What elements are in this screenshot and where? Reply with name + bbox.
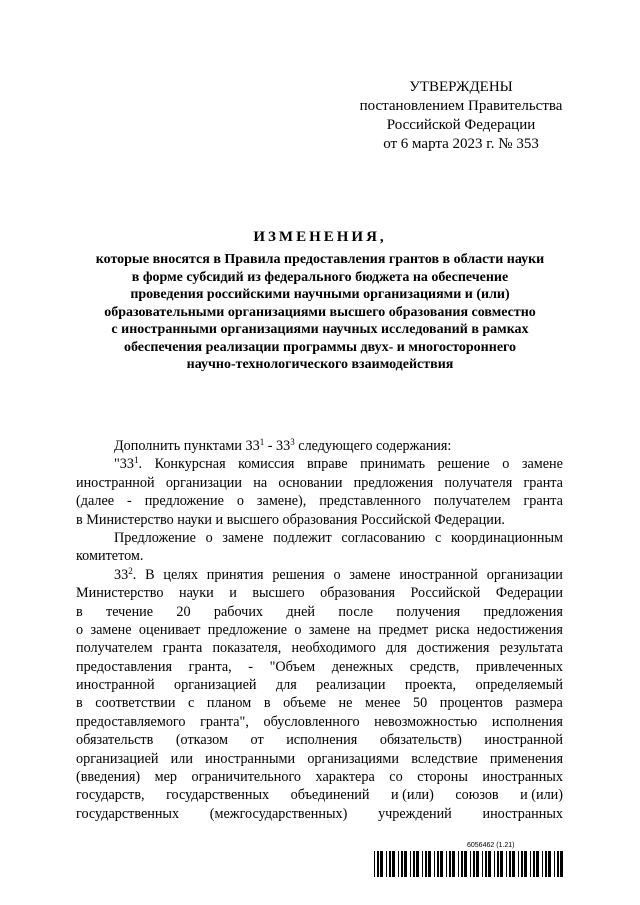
- approval-line-2: Российской Федерации: [386, 117, 536, 133]
- word: союзов: [455, 787, 499, 804]
- word: организациями: [307, 750, 399, 767]
- paragraph-33-2-line: [76, 658, 563, 676]
- word: обязательств: [76, 732, 154, 749]
- word: предложение: [144, 493, 224, 510]
- word: необходимого: [291, 640, 376, 657]
- word: течение: [106, 603, 154, 620]
- word: и (или): [390, 787, 434, 804]
- paragraph-33-2-line: [76, 694, 563, 712]
- word: замене: [308, 621, 350, 638]
- word: риска: [435, 621, 470, 638]
- text-span: "33: [114, 456, 134, 473]
- word: высшего: [252, 585, 305, 602]
- word: средств,: [409, 658, 460, 675]
- word: иностранных: [482, 805, 563, 822]
- word: замене),: [256, 493, 307, 510]
- word: науки: [178, 585, 214, 602]
- word: с: [188, 695, 195, 712]
- word: и (или): [520, 787, 563, 804]
- word: принимать: [360, 456, 426, 473]
- word: целях: [163, 566, 198, 583]
- word: -: [248, 658, 254, 675]
- word: замене: [521, 456, 563, 473]
- point-number: [114, 566, 136, 584]
- subtitle-line: научно-технологического взаимодействия: [186, 357, 454, 372]
- word: обусловленного: [263, 713, 360, 730]
- paragraph-33-2-line: [76, 603, 563, 621]
- word: о: [502, 456, 510, 473]
- word: или: [170, 750, 193, 767]
- word: получения: [396, 603, 461, 620]
- paragraph-33-1-line: [76, 492, 563, 510]
- word: проекта,: [404, 677, 457, 694]
- word: с: [434, 529, 442, 546]
- word: иностранной: [399, 566, 478, 583]
- word: государственных: [76, 805, 180, 822]
- word: предложения: [353, 474, 434, 491]
- word: -: [127, 493, 132, 510]
- word: получателем: [76, 640, 153, 657]
- word: получателя: [444, 474, 513, 491]
- word: показателя,: [212, 640, 282, 657]
- text-span: .: [132, 566, 137, 583]
- word: от: [250, 732, 264, 749]
- word: государственных: [166, 787, 270, 804]
- word: согласованию: [341, 529, 426, 546]
- word: иностранной: [76, 677, 155, 694]
- word: иностранной: [484, 732, 563, 749]
- word: соответствии: [95, 695, 176, 712]
- word: привлеченных: [475, 658, 563, 675]
- text-span: - 33: [264, 438, 291, 454]
- word: определяемый: [475, 677, 563, 694]
- word: в: [76, 603, 83, 620]
- paragraph-33-1-line: [76, 455, 563, 473]
- word: размера: [515, 695, 563, 712]
- word: предмет: [378, 621, 429, 638]
- paragraph-33-2-line: [76, 768, 563, 786]
- word: замене: [349, 566, 391, 583]
- word: Предложение: [114, 529, 196, 546]
- word: после: [338, 603, 374, 620]
- approval-line-1: постановлением Правительства: [359, 98, 563, 114]
- word: невозможностью: [374, 713, 478, 730]
- word: организации: [486, 566, 563, 583]
- paragraph-33-2-line: [76, 566, 563, 584]
- word: стороны: [417, 769, 468, 786]
- word: менее: [364, 695, 401, 712]
- word: о: [333, 566, 341, 583]
- word: результата: [499, 640, 563, 657]
- word: гранта: [523, 493, 563, 510]
- word: образования: [320, 585, 395, 602]
- word: В: [145, 566, 155, 583]
- point-number: [114, 455, 142, 473]
- word: предложения: [483, 603, 563, 620]
- word: учреждений: [378, 805, 452, 822]
- paragraph-33-2-line: [76, 731, 563, 749]
- word: подлежит: [273, 529, 332, 546]
- superscript: 2: [128, 565, 133, 576]
- word: предложение: [207, 621, 288, 638]
- paragraph-33-1-line: в Министерство науки и высшего образования Российской Федерации.: [76, 511, 505, 528]
- subtitle-line: обеспечения реализации программы двух- и многостороннего: [123, 339, 517, 355]
- word: Российской: [410, 585, 481, 602]
- word: замене: [90, 621, 132, 638]
- approval-title: УТВЕРЖДЕНЫ: [409, 79, 513, 95]
- word: замене: [222, 529, 264, 546]
- word: для: [275, 677, 297, 694]
- word: планом: [206, 695, 252, 712]
- word: основании: [278, 474, 343, 491]
- text-span: следующего содержания:: [294, 438, 452, 454]
- text-span: 33: [114, 566, 129, 583]
- word: на: [253, 474, 268, 491]
- barcode-icon: [374, 851, 564, 877]
- paragraph-proposal-line: комитетом.: [76, 548, 144, 565]
- subtitle-line: образовательными организациями высшего образования совместно: [104, 304, 536, 320]
- word: характера: [315, 769, 375, 786]
- word: гранта",: [200, 713, 249, 730]
- word: координационным: [451, 529, 563, 546]
- word: и: [229, 585, 237, 602]
- word: вправе: [306, 456, 348, 473]
- word: для: [386, 640, 407, 657]
- word: Федерации: [495, 585, 563, 602]
- paragraph-33-2-line: [76, 621, 563, 639]
- word: гранта: [162, 640, 203, 657]
- paragraph-33-2-line: [76, 676, 563, 694]
- word: (межгосударственных): [209, 805, 348, 822]
- word: мер: [154, 769, 177, 786]
- word: 20: [176, 603, 191, 620]
- document-title: ИЗМЕНЕНИЯ,: [253, 229, 387, 245]
- barcode-number: 6056462 (1.21): [467, 842, 515, 849]
- word: предоставления: [76, 658, 173, 675]
- word: (введения): [76, 769, 141, 786]
- word: достижения: [417, 640, 490, 657]
- subtitle-line: с иностранными организациями научных исследований в рамках: [111, 322, 529, 337]
- word: представленного: [319, 493, 421, 510]
- word: обязательств): [379, 732, 462, 749]
- word: (далее: [76, 493, 115, 510]
- word: организацией: [76, 750, 159, 767]
- word: предоставляемого: [76, 713, 186, 730]
- superscript: 1: [259, 437, 265, 447]
- superscript: 1: [133, 455, 139, 466]
- word: вследствие: [411, 750, 478, 767]
- paragraph-33-2-line: [76, 639, 563, 657]
- word: на: [357, 621, 372, 638]
- word: Министерство: [76, 585, 164, 602]
- document-body: [76, 437, 563, 823]
- approval-line-3: от 6 марта 2023 г. № 353: [383, 136, 539, 152]
- paragraph-33-2-line: [76, 786, 563, 804]
- word: о: [76, 621, 84, 638]
- word: гранта: [523, 474, 563, 491]
- word: организации: [165, 474, 242, 491]
- word: исполнения: [286, 732, 358, 749]
- word: объеме: [283, 695, 326, 712]
- word: процентов: [439, 695, 503, 712]
- subtitle-line: проведения российскими научными организациями и (или): [130, 287, 510, 302]
- word: недостижения: [476, 621, 563, 638]
- paragraph-33-2-line: [76, 713, 563, 731]
- word: иностранными: [205, 750, 296, 767]
- superscript: 3: [290, 437, 295, 447]
- word: комиссия: [238, 456, 295, 473]
- word: рабочих: [213, 603, 264, 620]
- word: организацией: [174, 677, 257, 694]
- word: решение: [437, 456, 490, 473]
- text-span: Дополнить пунктами 33: [114, 438, 260, 454]
- word: о: [236, 493, 244, 510]
- word: "Объем: [269, 658, 316, 675]
- word: (отказом: [175, 732, 228, 749]
- word: о: [294, 621, 302, 638]
- word: принятия: [206, 566, 264, 583]
- word: в: [76, 695, 83, 712]
- paragraph-intro: [76, 437, 563, 455]
- word: исполнения: [491, 713, 563, 730]
- paragraph-33-2-line: [76, 584, 563, 602]
- word: применения: [489, 750, 563, 767]
- word: реализации: [316, 677, 386, 694]
- word: иностранной: [76, 474, 155, 491]
- subtitle-line: в форме субсидий из федерального бюджета на обеспечение: [131, 269, 509, 285]
- word: получателем: [433, 493, 511, 510]
- word: гранта,: [188, 658, 232, 675]
- word: ограничительного: [191, 769, 302, 786]
- word: 50: [413, 695, 428, 712]
- paragraph-proposal-line: [76, 529, 563, 547]
- paragraph-33-2-line: [76, 750, 563, 768]
- word: в: [263, 695, 271, 712]
- subtitle-line: которые вносятся в Правила предоставления грантов в области науки: [95, 252, 545, 267]
- word: денежных: [331, 658, 394, 675]
- word: о: [205, 529, 213, 546]
- paragraph-33-1-line: [76, 474, 563, 492]
- word: оценивает: [138, 621, 201, 638]
- word: решения: [272, 566, 325, 583]
- document-subtitle: [70, 251, 570, 374]
- paragraph-33-2-line: [76, 805, 563, 823]
- word: объединений: [290, 787, 370, 804]
- word: не: [338, 695, 353, 712]
- word: иностранных: [482, 769, 563, 786]
- word: со: [389, 769, 403, 786]
- text-span: .: [138, 456, 143, 473]
- word: государств,: [76, 787, 145, 804]
- word: дней: [286, 603, 316, 620]
- approval-stamp: [330, 78, 592, 154]
- word: Конкурсная: [154, 456, 226, 473]
